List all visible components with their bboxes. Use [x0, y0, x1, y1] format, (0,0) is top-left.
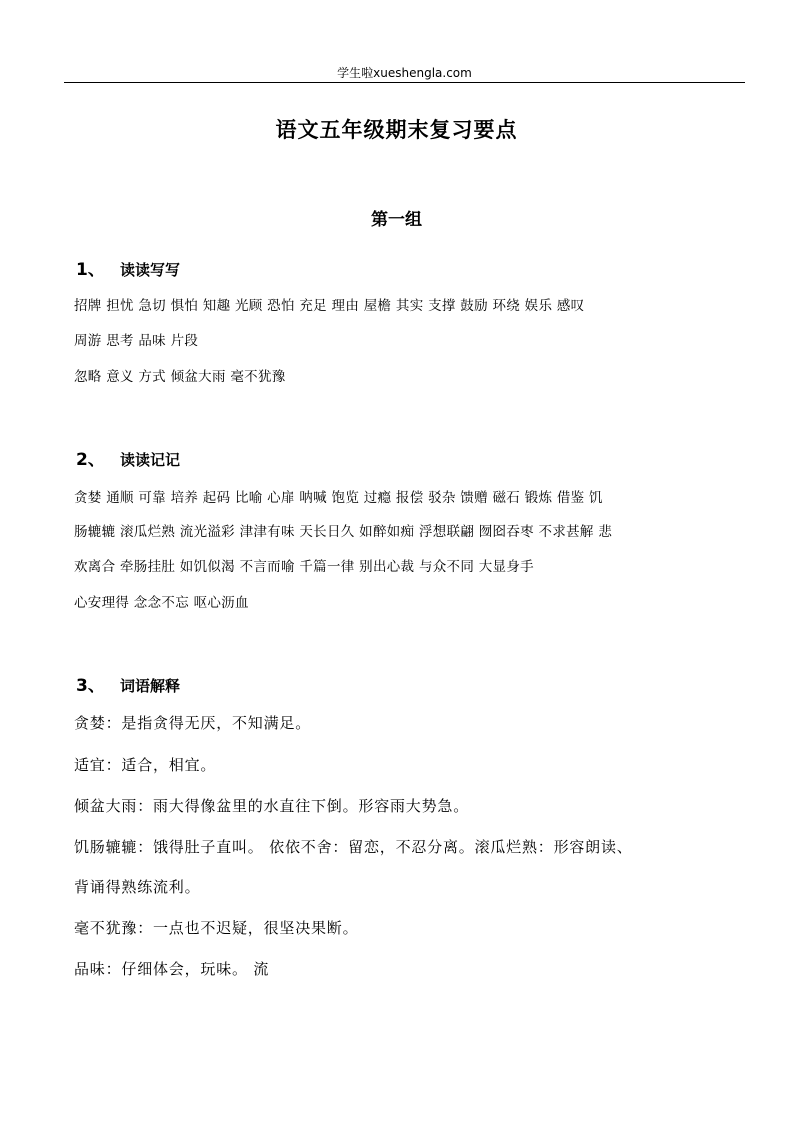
section-number: 2、 [76, 450, 105, 470]
section-heading-text: 词语解释 [120, 677, 181, 695]
section-heading-text: 读读写写 [120, 261, 181, 279]
section-2-heading [76, 445, 180, 470]
section-1-heading [76, 255, 180, 280]
definition-line: 贪婪：是指贪得无厌，不知满足。 [74, 714, 312, 732]
definition-line: 毫不犹豫：一点也不迟疑，很坚决果断。 [74, 919, 359, 937]
section-number: 1、 [76, 260, 105, 280]
page-header [64, 62, 745, 83]
header-site-text: 学生啦xueshengla.com [337, 66, 472, 80]
definition-line: 倾盆大雨：雨大得像盆里的水直往下倒。形容雨大势急。 [74, 797, 470, 815]
word-line: 肠辘辘 滚瓜烂熟 流光溢彩 津津有味 天长日久 如醉如痴 浮想联翩 囫囵吞枣 不求甚解 悲 [74, 524, 613, 540]
word-line: 心安理得 念念不忘 呕心沥血 [74, 595, 249, 611]
word-line: 招牌 担忧 急切 惧怕 知趣 光顾 恐怕 充足 理由 屋檐 其实 支撑 鼓励 环绕 娱乐 感叹 [74, 298, 585, 314]
definition-line: 饥肠辘辘：饿得肚子直叫。 依依不舍：留恋，不忍分离。滚瓜烂熟：形容朗读、 [74, 838, 633, 856]
word-line: 忽略 意义 方式 倾盆大雨 毫不犹豫 [74, 369, 286, 385]
word-line: 欢离合 牵肠挂肚 如饥似渴 不言而喻 千篇一律 别出心裁 与众不同 大显身手 [74, 559, 534, 575]
definition-line: 品味：仔细体会，玩味。 流 [74, 960, 270, 978]
definition-line: 背诵得熟练流利。 [74, 878, 201, 896]
document-title: 语文五年级期末复习要点 [275, 117, 518, 142]
word-line: 周游 思考 品味 片段 [74, 333, 199, 349]
section-3-heading [76, 671, 180, 696]
definition-line: 适宜：适合，相宜。 [74, 756, 217, 774]
section-heading-text: 读读记记 [120, 451, 181, 469]
word-line: 贪婪 通顺 可靠 培养 起码 比喻 心扉 呐喊 饱览 过瘾 报偿 驳杂 馈赠 磁石 锻炼 借鉴 饥 [74, 490, 603, 506]
section-number: 3、 [76, 676, 105, 696]
group-title: 第一组 [371, 210, 422, 230]
